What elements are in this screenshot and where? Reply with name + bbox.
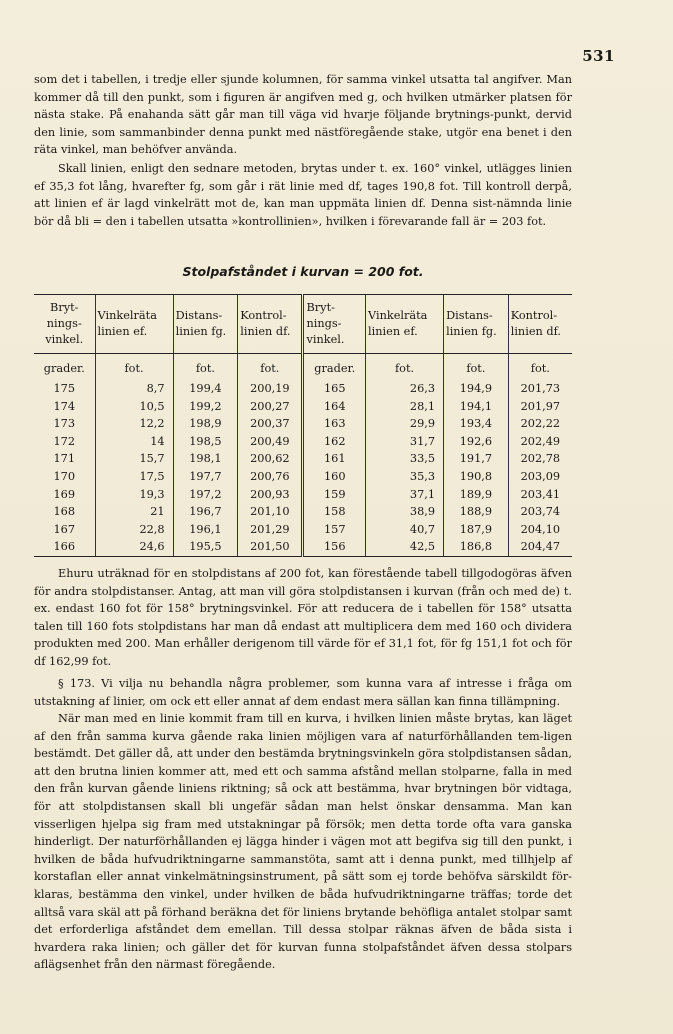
page-number: 531 bbox=[582, 47, 615, 65]
unit-cell: fot. bbox=[508, 354, 572, 381]
table-cell: 31,7 bbox=[366, 433, 444, 451]
table-cell: 198,9 bbox=[173, 415, 238, 433]
table-cell: 202,22 bbox=[508, 415, 572, 433]
table-cell: 22,8 bbox=[95, 521, 173, 539]
table-cell: 201,97 bbox=[508, 398, 572, 416]
table-cell: 168 bbox=[53, 505, 76, 519]
table-cell: 202,78 bbox=[508, 450, 572, 468]
table-cell: 193,4 bbox=[444, 415, 509, 433]
table-row bbox=[34, 503, 572, 521]
table-cell: 204,10 bbox=[508, 521, 572, 539]
table-cell: 160 bbox=[303, 468, 366, 486]
table-cell: 200,37 bbox=[238, 415, 303, 433]
table-cell: 21 bbox=[95, 503, 173, 521]
table-cell: 186,8 bbox=[444, 538, 509, 556]
table-cell: 172 bbox=[53, 434, 76, 448]
header-cell: Distans-linien fg. bbox=[444, 295, 509, 354]
table-cell: 29,9 bbox=[366, 415, 444, 433]
table-cell: 197,7 bbox=[173, 468, 238, 486]
table-cell: 169 bbox=[53, 487, 76, 501]
table-row bbox=[34, 538, 572, 556]
table-cell: 42,5 bbox=[366, 538, 444, 556]
table-cell: 163 bbox=[303, 415, 366, 433]
table-cell: 195,5 bbox=[173, 538, 238, 556]
table-cell: 197,2 bbox=[173, 486, 238, 504]
table-row bbox=[34, 415, 572, 433]
table-cell: 191,7 bbox=[444, 450, 509, 468]
header-cell: Distans-linien fg. bbox=[173, 295, 238, 354]
table-cell: 166 bbox=[34, 538, 95, 556]
table-cell: 161 bbox=[303, 450, 366, 468]
table-cell: 165 bbox=[303, 380, 366, 398]
paragraph-1: som det i tabellen, i tredje eller sjunde kolumnen, för samma vinkel utsatta tal angifver. Man kommer då till den punkt, som i figuren är angifven med g, och hvilken utmärker platsen för nästa stake. På enahanda sätt går man till väga vid hvarje följande brytnings-punkt, dervid den linie, som sammanbinder denna punkt med nästföregående stake, utgör ena benet i den räta vinkel, man behöfver använda. bbox=[34, 73, 572, 157]
table-cell: 187,9 bbox=[444, 521, 509, 539]
table-cell: 14 bbox=[95, 433, 173, 451]
header-cell: Vinkelräta linien ef. bbox=[95, 295, 173, 354]
header-cell: Kontrol-linien df. bbox=[508, 295, 572, 354]
unit-cell: fot. bbox=[444, 354, 509, 381]
table-cell: 189,9 bbox=[444, 486, 509, 504]
table-cell: 194,1 bbox=[444, 398, 509, 416]
unit-cell: fot. bbox=[238, 354, 303, 381]
table-row bbox=[34, 433, 572, 451]
table-cell: 196,7 bbox=[173, 503, 238, 521]
table-cell: 33,5 bbox=[366, 450, 444, 468]
table-cell: 199,2 bbox=[173, 398, 238, 416]
table-cell: 201,50 bbox=[238, 538, 303, 556]
table-cell: 38,9 bbox=[366, 503, 444, 521]
table-cell: 159 bbox=[303, 486, 366, 504]
table-row bbox=[34, 521, 572, 539]
header-cell: Vinkelräta linien ef. bbox=[366, 295, 444, 354]
header-cell: Kontrol-linien df. bbox=[238, 295, 303, 354]
table-cell: 194,9 bbox=[444, 380, 509, 398]
table-cell: 201,73 bbox=[508, 380, 572, 398]
paragraph-3: Ehuru uträknad för en stolpdistans af 200 fot, kan förestående tabell tillgodogöras äfven för andra stolpdistanser. Antag, att man vill göra stolpdistansen i kurvan (från och med de) t. ex. endast 160 fot för 158° brytningsvinkel. För att reducera de i tabellen för 158° utsatta talen till 160 fots stolpdistans har man då endast att multiplicera dem med 160 och dividera produkten med 200. Man erhåller derigenom till värde för ef 31,1 fot, för fg 151,1 fot och för df 162,99 fot. bbox=[34, 567, 572, 668]
table-cell: 8,7 bbox=[95, 380, 173, 398]
table-cell: 15,7 bbox=[95, 450, 173, 468]
table-cell: 24,6 bbox=[95, 538, 173, 556]
table-cell: 164 bbox=[303, 398, 366, 416]
table-cell: 196,1 bbox=[173, 521, 238, 539]
unit-cell: grader. bbox=[43, 362, 85, 376]
table-cell: 170 bbox=[53, 469, 76, 483]
header-cell: Bryt-nings-vinkel. bbox=[34, 295, 95, 354]
table-cell: 173 bbox=[53, 417, 76, 431]
table-cell: 37,1 bbox=[366, 486, 444, 504]
table-row bbox=[34, 486, 572, 504]
table-cell: 198,1 bbox=[173, 450, 238, 468]
table-row bbox=[34, 398, 572, 416]
table-cell: 203,09 bbox=[508, 468, 572, 486]
table-cell: 35,3 bbox=[366, 468, 444, 486]
paragraph-5: När man med en linie kommit fram till en kurva, i hvilken linien måste brytas, kan läget af den från samma kurva gående raka linien möjligen vara af naturförhållanden tem-ligen bestämdt. Det gäller då, att under den bestämda brytningsvinkeln göra stolpdistansen sådan, att den brutna linien kommer att, med ett och samma afstånd mellan stolparne, falla in med den från kurvan gående liniens riktning; så ock att bestämma, hvar brytningen bör vidtaga, för att stolpdistansen skall bli ungefär sådan man helst önskar densamma. Man kan visserligen hjelpa sig fram med utstakningar på försök; men detta torde ofta vara ganska hinderligt. Der naturförhållanden ej lägga hinder i vägen mot att begifva sig till den punkt, i hvilken de båda hufvudriktningarne sammanstöta, samt att i denna punkt, med tillhjelp af korstaflan eller annat vinkelmätningsinstrument, på sätt som ej torde behöfva särskildt för-klaras, bestämma den vinkel, under hvilken de båda hufvudriktningarne träffas; torde det alltså vara skäl att på förhand beräkna det för liniens brytande behöfliga antalet stolpar samt det erforderliga afståndet dem emellan. Till dessa stolpar räknas äfven de båda sista i hvardera raka linien; och gäller det för kurvan funna stolpafståndet äfven dessa stolpars aflägsenhet från den närmast föregående. bbox=[34, 712, 572, 972]
table-header-row bbox=[34, 295, 572, 354]
table-cell: 188,9 bbox=[444, 503, 509, 521]
table-cell: 200,62 bbox=[238, 450, 303, 468]
table-cell: 171 bbox=[53, 452, 76, 466]
table-cell: 174 bbox=[53, 399, 76, 413]
table-cell: 200,93 bbox=[238, 486, 303, 504]
unit-cell: grader. bbox=[303, 354, 366, 381]
table-caption: Stolpafståndet i kurvan = 200 fot. bbox=[182, 264, 424, 279]
table-cell: 167 bbox=[53, 522, 76, 536]
angle-table bbox=[34, 294, 572, 557]
unit-cell: fot. bbox=[173, 354, 238, 381]
table-row bbox=[34, 380, 572, 398]
paragraph-2: Skall linien, enligt den sednare metoden, brytas under t. ex. 160° vinkel, utlägges linien ef 35,3 fot lång, hvarefter fg, som går i rät linie med df, tages 190,8 fot. Till kontroll derpå, att linien ef är lagd vinkelrätt mot de, kan man uppmäta linien df. Denna sist-nämnda linie bör då bli = den i tabellen utsatta »kontrollinien», hvilken i förevarande fall är = 203 fot. bbox=[34, 162, 572, 228]
unit-cell: fot. bbox=[366, 354, 444, 381]
header-cell: Bryt-nings-vinkel. bbox=[303, 295, 366, 354]
table-cell: 162 bbox=[303, 433, 366, 451]
table-cell: 192,6 bbox=[444, 433, 509, 451]
table-cell: 200,19 bbox=[238, 380, 303, 398]
table-cell: 19,3 bbox=[95, 486, 173, 504]
table-cell: 201,29 bbox=[238, 521, 303, 539]
table-cell: 200,76 bbox=[238, 468, 303, 486]
table-cell: 190,8 bbox=[444, 468, 509, 486]
table-cell: 198,5 bbox=[173, 433, 238, 451]
table-cell: 204,47 bbox=[508, 538, 572, 556]
table-cell: 200,27 bbox=[238, 398, 303, 416]
table-cell: 203,74 bbox=[508, 503, 572, 521]
table-cell: 202,49 bbox=[508, 433, 572, 451]
table-cell: 158 bbox=[303, 503, 366, 521]
table-cell: 199,4 bbox=[173, 380, 238, 398]
table-row bbox=[34, 468, 572, 486]
table-cell: 26,3 bbox=[366, 380, 444, 398]
table-cell: 175 bbox=[53, 382, 76, 395]
table-row bbox=[34, 450, 572, 468]
table-cell: 40,7 bbox=[366, 521, 444, 539]
table-cell: 10,5 bbox=[95, 398, 173, 416]
table-cell: 200,49 bbox=[238, 433, 303, 451]
table-cell: 156 bbox=[303, 538, 366, 556]
table-cell: 17,5 bbox=[95, 468, 173, 486]
table-cell: 28,1 bbox=[366, 398, 444, 416]
table-cell: 12,2 bbox=[95, 415, 173, 433]
table-cell: 157 bbox=[303, 521, 366, 539]
table-units-row bbox=[34, 354, 572, 381]
table-cell: 201,10 bbox=[238, 503, 303, 521]
table-cell: 203,41 bbox=[508, 486, 572, 504]
unit-cell: fot. bbox=[95, 354, 173, 381]
paragraph-4: § 173. Vi vilja nu behandla några problemer, som kunna vara af intresse i fråga om utstakning af linier, om ock ett eller annat af dem endast mera sällan kan finna tillämpning. bbox=[34, 677, 572, 708]
